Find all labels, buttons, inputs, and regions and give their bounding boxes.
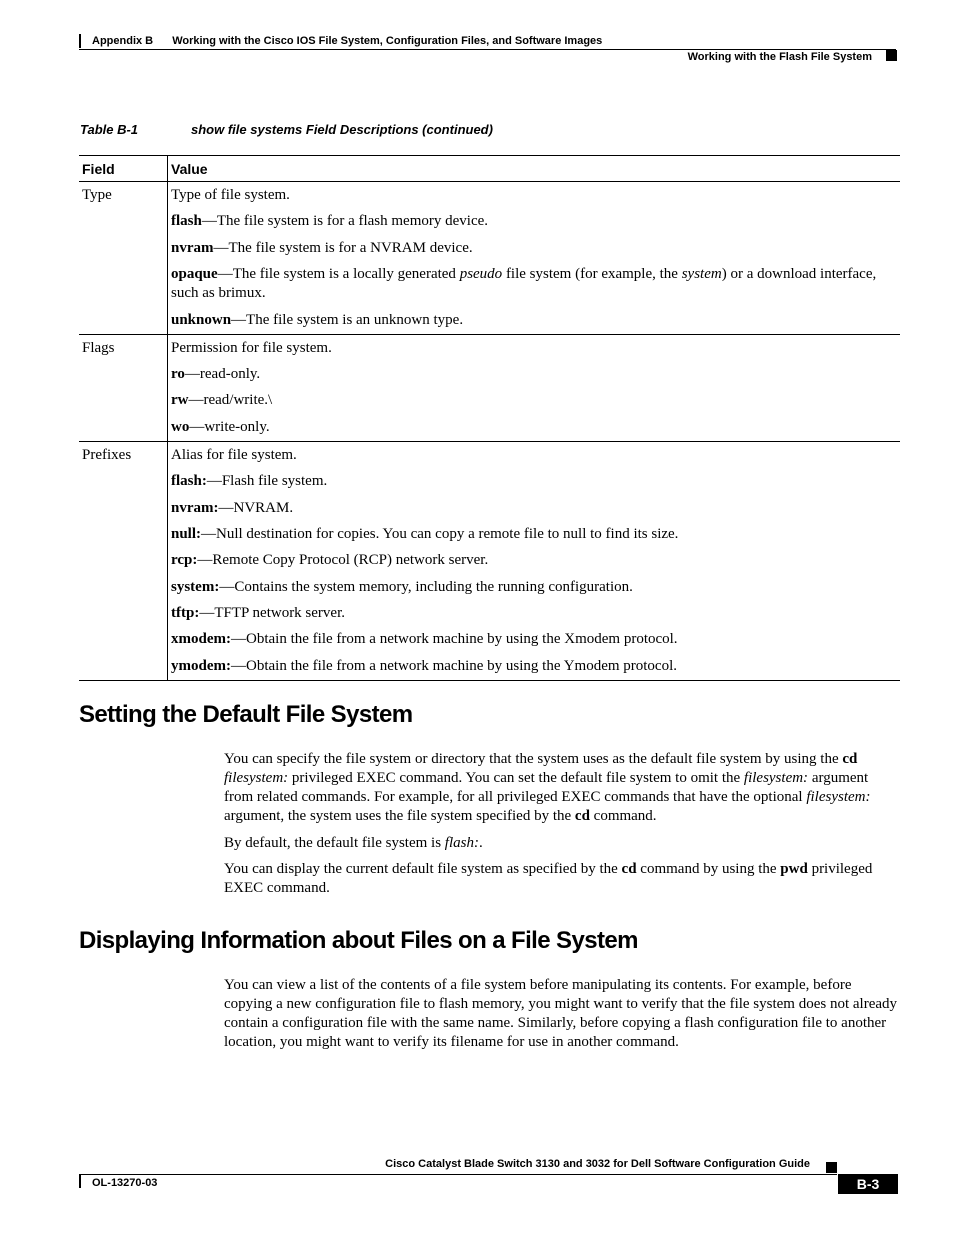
section-heading-displaying-information: Displaying Information about Files on a File System (79, 927, 638, 954)
value-term: rw (171, 392, 189, 409)
page-number: B-3 (838, 1174, 898, 1194)
value-line: nvram—The file system is for a NVRAM device. (171, 239, 473, 256)
footer-guide-title: Cisco Catalyst Blade Switch 3130 and 3032 for Dell Software Configuration Guide (385, 1158, 810, 1170)
paragraph: You can view a list of the contents of a file system before manipulating its contents. For example, before copying a new configuration file to flash memory, you might want to verify that the file system does not already contain a configuration file with the same name. Similarly, before copying a flash configuration file to another location, you might want to verify its filename for use in another command. (224, 977, 898, 1050)
header-appendix: Appendix B (92, 35, 154, 47)
paragraph: You can display the current default file system as specified by the cd command by using the pwd privileged EXEC command. (224, 861, 873, 896)
value-line: ymodem:—Obtain the file from a network machine by using the Ymodem protocol. (171, 657, 678, 674)
value-cell (168, 182, 901, 335)
value-term: xmodem: (171, 631, 231, 648)
table-row-prefixes (79, 441, 900, 680)
table-header-row (79, 156, 900, 182)
value-cell (168, 441, 901, 680)
value-line: rcp:—Remote Copy Protocol (RCP) network server. (171, 552, 489, 569)
table-caption (80, 122, 493, 137)
value-term: tftp: (171, 605, 200, 622)
field-cell: Type (79, 182, 168, 335)
value-line: flash—The file system is for a flash memory device. (171, 213, 489, 230)
value-line: wo—write-only. (171, 418, 270, 435)
field-descriptions-table (79, 155, 900, 681)
running-header (92, 35, 602, 47)
value-line: tftp:—TFTP network server. (171, 605, 345, 622)
value-term: flash: (171, 473, 207, 490)
value-line: system:—Contains the system memory, including the running configuration. (171, 578, 633, 595)
column-header-field: Field (79, 156, 168, 182)
value-line: Type of file system. (171, 187, 290, 203)
value-term: null: (171, 525, 202, 542)
section-heading-default-file-system: Setting the Default File System (79, 701, 413, 728)
value-line: flash:—Flash file system. (171, 473, 328, 490)
value-term: ymodem: (171, 657, 231, 674)
section-body-displaying-information (224, 976, 900, 1060)
header-marker (886, 50, 897, 61)
field-cell: Flags (79, 334, 168, 441)
value-line: Permission for file system. (171, 339, 332, 356)
paragraph: By default, the default file system is flash:. (224, 834, 483, 851)
value-line: nvram:—NVRAM. (171, 499, 294, 516)
value-term: rcp: (171, 552, 198, 569)
value-line: xmodem:—Obtain the file from a network machine by using the Xmodem protocol. (171, 631, 678, 648)
value-line: null:—Null destination for copies. You can copy a remote file to null to find its size. (171, 525, 679, 542)
value-line: ro—read-only. (171, 365, 261, 382)
paragraph: You can specify the file system or directory that the system uses as the default file system by using the cd filesystem: privileged EXEC command. You can set the default file system to omit the filesystem: argument from related commands. For example, for all privileged EXEC commands that have the optional filesystem: argument, the system uses the file system specified by the cd command. (224, 751, 871, 824)
header-left-rule (79, 34, 81, 48)
table-caption-number: Table B-1 (80, 122, 139, 137)
footer-rule (79, 1174, 837, 1175)
value-line: opaque—The file system is a locally generated pseudo file system (for example, the system) or a download interface, such as brimux. (171, 266, 877, 302)
value-line: rw—read/write.\ (171, 392, 273, 409)
footer-left-rule (79, 1174, 81, 1188)
value-line: Alias for file system. (171, 446, 297, 463)
value-term: flash (171, 213, 202, 230)
column-header-value: Value (168, 156, 901, 182)
header-chapter-title: Working with the Cisco IOS File System, Configuration Files, and Software Images (172, 35, 603, 47)
value-term: wo (171, 418, 190, 435)
value-term: opaque (171, 266, 218, 283)
value-term: unknown (171, 311, 232, 328)
value-term: nvram (171, 239, 214, 256)
header-rule (79, 49, 896, 50)
value-term: ro (171, 365, 185, 382)
table-row-type (79, 182, 900, 335)
footer-marker (826, 1162, 837, 1173)
value-cell (168, 334, 901, 441)
table-row-flags (79, 334, 900, 441)
section-body-default-file-system (224, 750, 900, 906)
value-line: unknown—The file system is an unknown type. (171, 311, 464, 328)
footer-doc-number: OL-13270-03 (92, 1177, 158, 1189)
value-term: system: (171, 578, 220, 595)
field-cell: Prefixes (79, 441, 168, 680)
table-caption-title: show file systems Field Descriptions (continued) (191, 122, 493, 137)
value-term: nvram: (171, 499, 219, 516)
header-section-title: Working with the Flash File System (687, 51, 872, 63)
